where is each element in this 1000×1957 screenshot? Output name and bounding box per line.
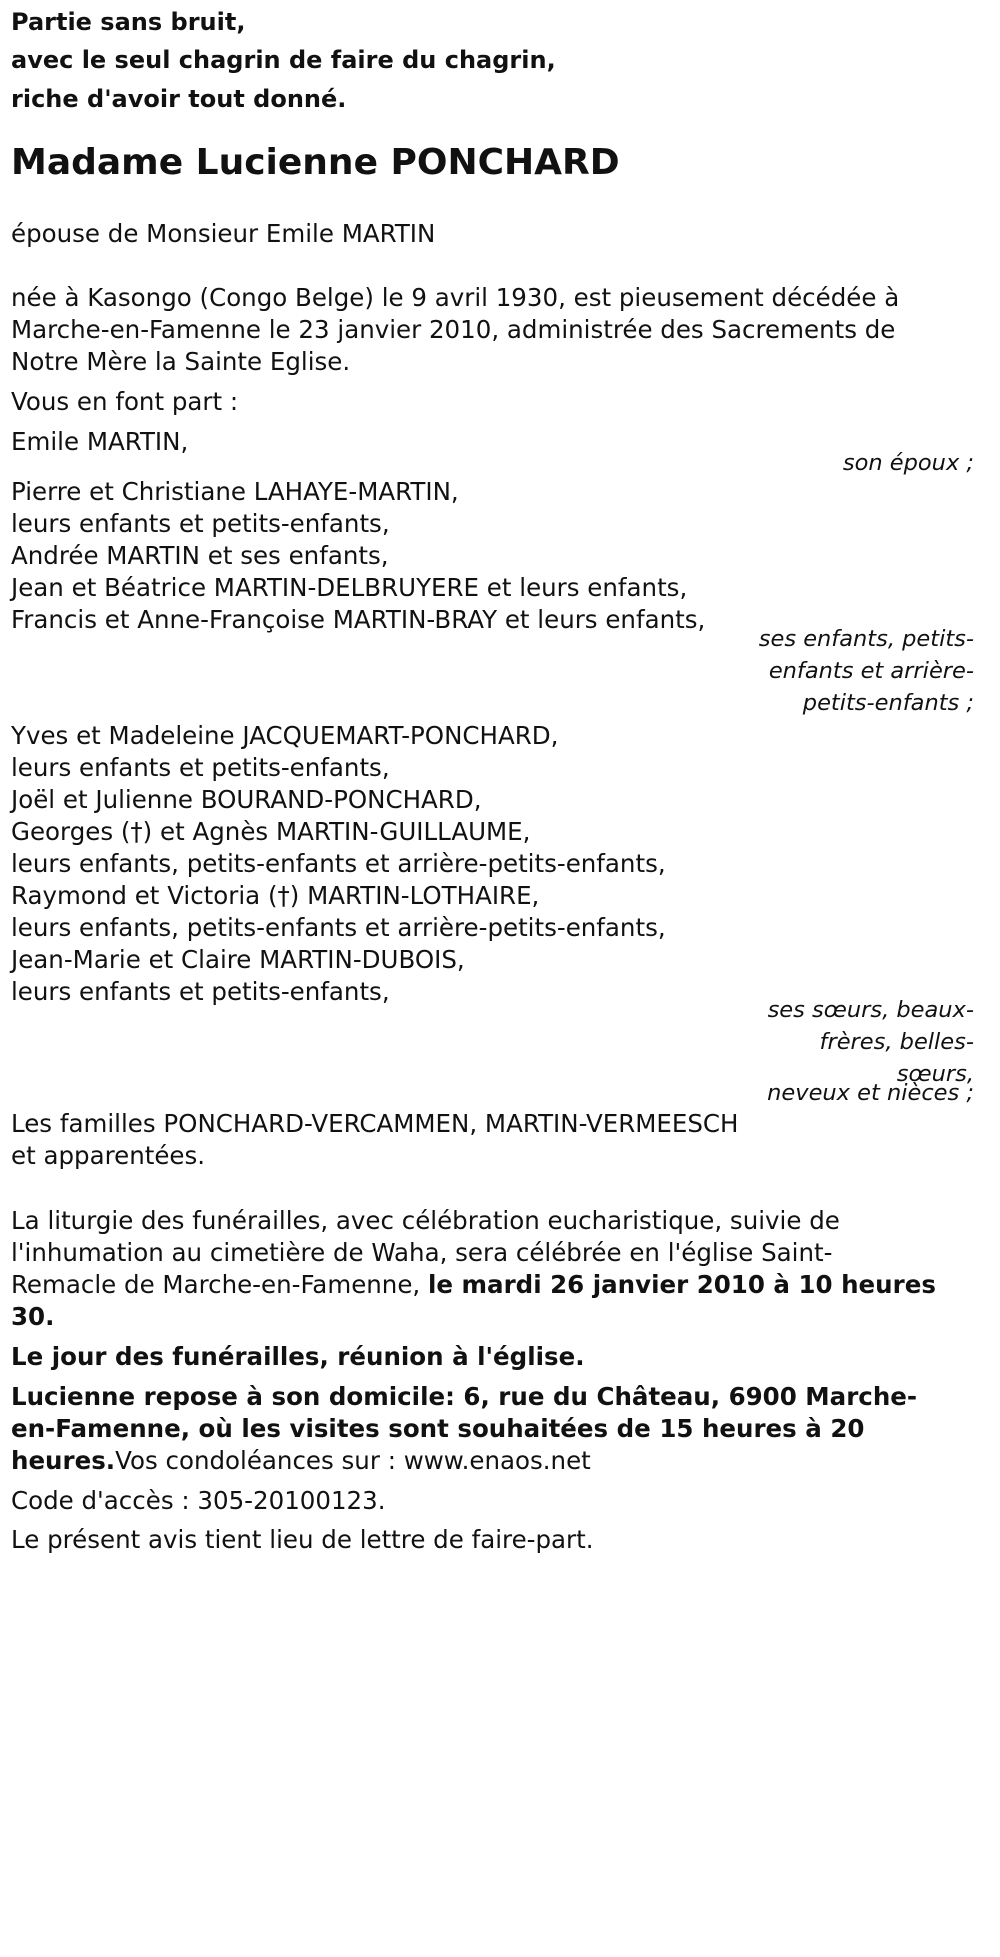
siblings-line: leurs enfants et petits-enfants, [11,753,390,782]
liturgy-line: l'inhumation au cimetière de Waha, sera célébrée en l'église Saint- [11,1238,833,1267]
gathering-line: Le jour des funérailles, réunion à l'église. [11,1342,585,1371]
siblings-line: leurs enfants et petits-enfants, [11,977,390,1006]
access-code: Code d'accès : 305-20100123. [11,1486,386,1515]
repose-line [11,1445,591,1477]
liturgy-line [11,1269,936,1301]
verse-line: Partie sans bruit, [11,8,246,36]
siblings-role: sœurs, [896,1061,974,1087]
birth-death-line: née à Kasongo (Congo Belge) le 9 avril 1930, est pieusement décédée à [11,283,900,312]
repose-line: en-Famenne, où les visites sont souhaitées de 15 heures à 20 [11,1414,865,1443]
repose-text: heures. [11,1446,116,1475]
announce-line: Vous en font part : [11,387,239,416]
deceased-name: Madame Lucienne PONCHARD [11,142,620,183]
liturgy-text: Remacle de Marche-en-Famenne, [11,1270,428,1299]
funeral-time: 30. [11,1302,55,1331]
husband-name: Emile MARTIN, [11,427,189,456]
liturgy-line: La liturgie des funérailles, avec célébration eucharistique, suivie de [11,1206,840,1235]
children-role: petits-enfants ; [802,690,974,716]
closing-line: Le présent avis tient lieu de lettre de faire-part. [11,1525,594,1554]
siblings-line: Georges (†) et Agnès MARTIN-GUILLAUME, [11,817,531,846]
children-line: Andrée MARTIN et ses enfants, [11,541,389,570]
children-line: leurs enfants et petits-enfants, [11,509,390,538]
repose-line: Lucienne repose à son domicile: 6, rue du Château, 6900 Marche- [11,1382,918,1411]
siblings-line: Jean-Marie et Claire MARTIN-DUBOIS, [11,945,465,974]
families-line: Les familles PONCHARD-VERCAMMEN, MARTIN-VERMEESCH [11,1109,739,1138]
verse-line: riche d'avoir tout donné. [11,85,347,113]
siblings-role: frères, belles- [819,1029,974,1055]
siblings-role: ses sœurs, beaux- [767,997,974,1023]
birth-death-line: Marche-en-Famenne le 23 janvier 2010, administrée des Sacrements de [11,315,896,344]
children-line: Francis et Anne-Françoise MARTIN-BRAY et leurs enfants, [11,605,706,634]
families-line: et apparentées. [11,1141,206,1170]
siblings-role: neveux et nièces ; [767,1080,974,1106]
siblings-line: Raymond et Victoria (†) MARTIN-LOTHAIRE, [11,881,540,910]
spouse-line: épouse de Monsieur Emile MARTIN [11,219,436,248]
children-role: enfants et arrière- [768,658,974,684]
husband-role: son époux ; [842,450,974,476]
siblings-line: Joël et Julienne BOURAND-PONCHARD, [11,785,482,814]
condolences-text: Vos condoléances sur : www.enaos.net [115,1446,591,1475]
verse-line: avec le seul chagrin de faire du chagrin, [11,46,556,74]
siblings-line: leurs enfants, petits-enfants et arrière-petits-enfants, [11,913,666,942]
siblings-line: Yves et Madeleine JACQUEMART-PONCHARD, [11,721,559,750]
siblings-line: leurs enfants, petits-enfants et arrière-petits-enfants, [11,849,666,878]
children-line: Pierre et Christiane LAHAYE-MARTIN, [11,477,459,506]
birth-death-line: Notre Mère la Sainte Eglise. [11,347,351,376]
funeral-date: le mardi 26 janvier 2010 à 10 heures [427,1270,936,1299]
children-line: Jean et Béatrice MARTIN-DELBRUYERE et leurs enfants, [11,573,688,602]
children-role: ses enfants, petits- [758,626,974,652]
